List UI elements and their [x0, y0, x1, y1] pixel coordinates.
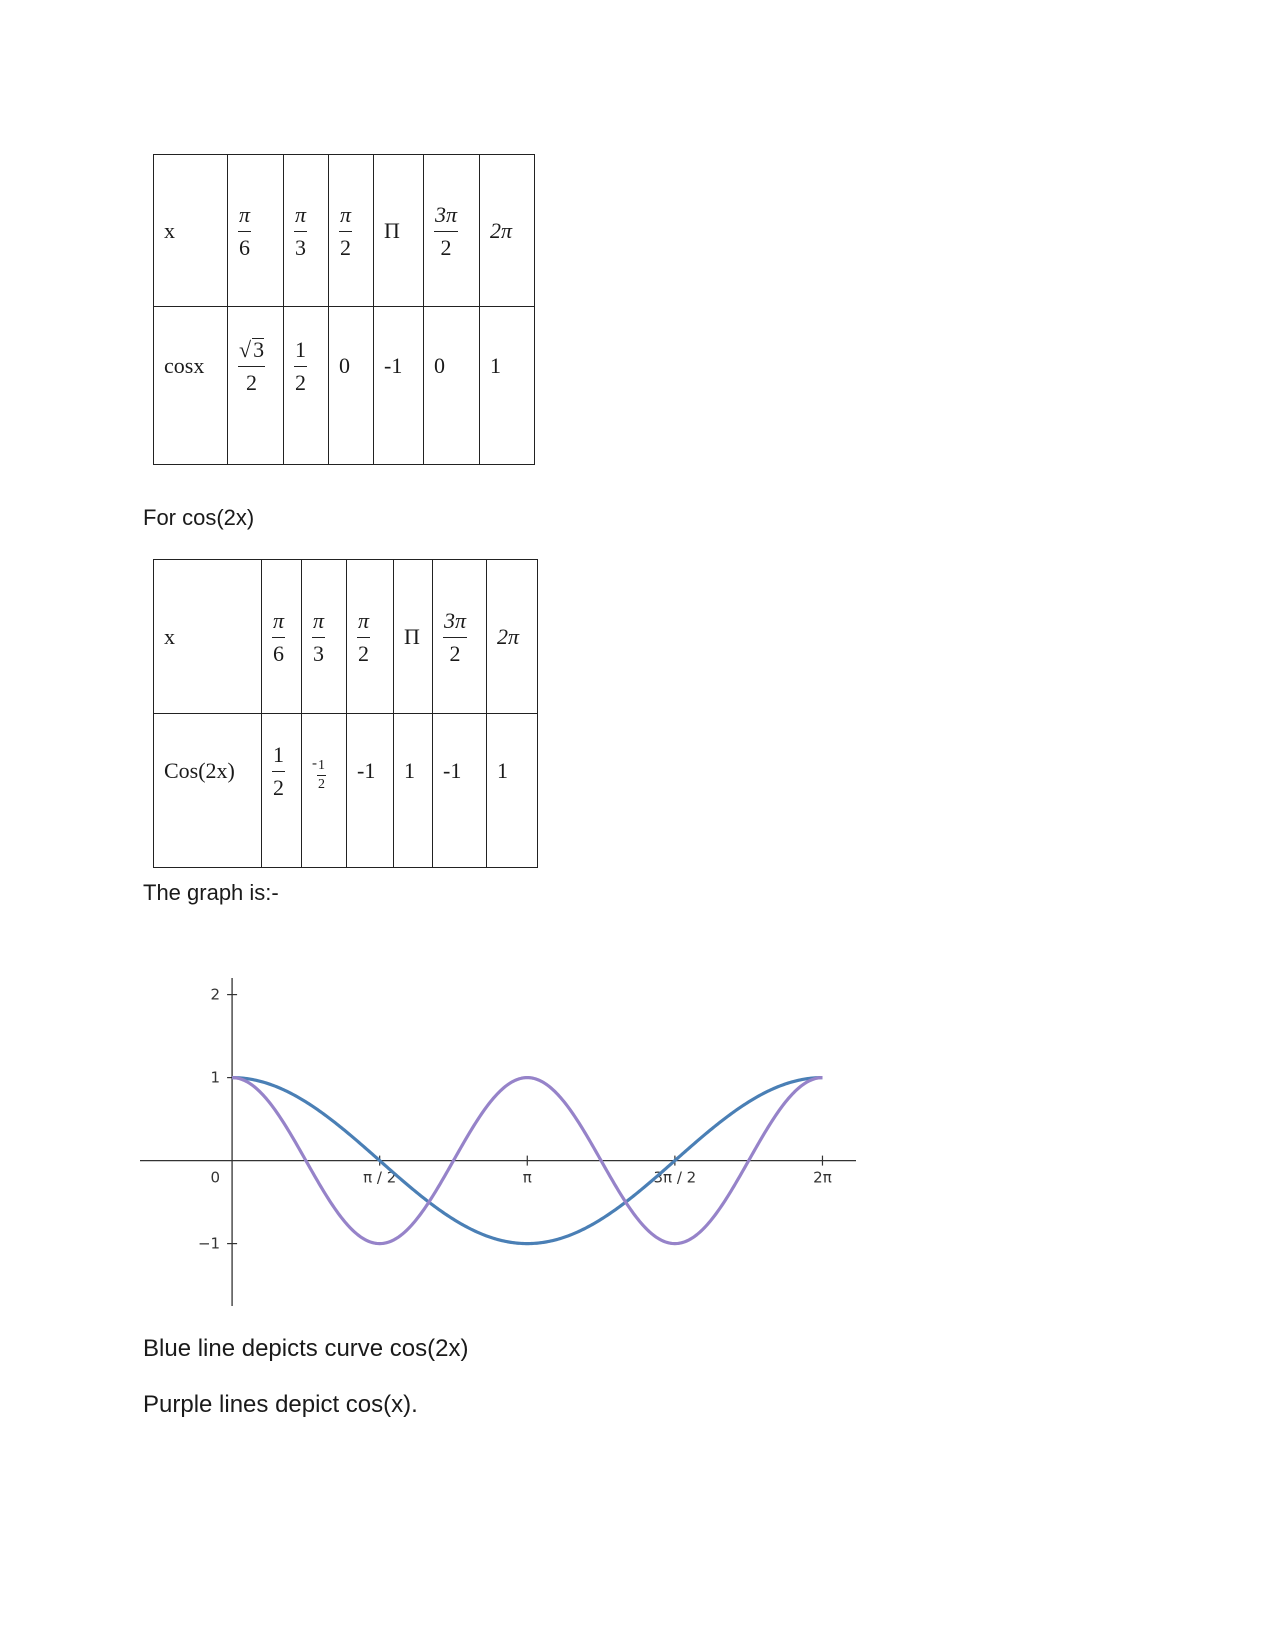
table2-x-cell	[302, 560, 347, 714]
numerator-value: π	[295, 202, 307, 227]
numerator-value: π	[340, 202, 352, 227]
cell-value: 0	[434, 352, 445, 378]
numerator-value: 1	[295, 337, 306, 362]
fraction-denominator: 6	[273, 641, 285, 666]
cell-value: 2π	[490, 217, 513, 243]
fraction	[317, 759, 326, 792]
table1-cosx-cell	[424, 307, 480, 465]
table2-cos2x-cell	[347, 714, 394, 868]
x-tick-label: 3π / 2	[653, 1168, 697, 1187]
cell-value: 1	[490, 352, 501, 378]
numerator-value: 3π	[435, 202, 458, 227]
cell-value: 0	[339, 352, 350, 378]
fraction	[434, 204, 458, 259]
fraction-denominator: 2	[358, 641, 370, 666]
fraction-numerator	[238, 338, 265, 367]
radicand: 3	[253, 337, 265, 362]
fraction-denominator: 6	[239, 235, 251, 260]
table1-x-cell	[480, 155, 535, 307]
cell-value: Π	[404, 623, 420, 649]
fraction-numerator	[294, 339, 307, 367]
fraction-denominator: 2	[273, 775, 284, 800]
table1-header-cosx: cosx	[154, 307, 228, 465]
caption-cos2x: For cos(2x)	[143, 505, 255, 530]
cell-value: -1	[357, 757, 376, 783]
cell-value: Π	[384, 217, 400, 243]
numerator-value: π	[273, 608, 285, 633]
note-blue-line: Blue line depicts curve cos(2x)	[143, 1335, 469, 1362]
numerator-value: 1	[273, 742, 284, 767]
cos2x-value-table	[153, 559, 538, 868]
table2-x-cell	[347, 560, 394, 714]
fraction	[272, 744, 285, 799]
numerator-value: π	[313, 608, 325, 633]
fraction-numerator	[312, 610, 325, 638]
fraction-denominator: 2	[440, 235, 452, 260]
minus-sign: -	[312, 755, 317, 772]
fraction-denominator: 2	[318, 777, 325, 792]
origin-label: 0	[210, 1168, 221, 1187]
table1-x-cell	[284, 155, 329, 307]
table1-cosx-cell	[228, 307, 284, 465]
table1-x-cell	[329, 155, 374, 307]
fraction	[357, 610, 370, 665]
table1-cosx-cell	[374, 307, 424, 465]
fraction	[443, 610, 467, 665]
fraction-numerator	[339, 204, 352, 232]
fraction	[312, 610, 325, 665]
table2-header-x: x	[154, 560, 262, 714]
numerator-value: 1	[318, 758, 325, 773]
table2-cos2x-cell	[394, 714, 433, 868]
table1-cosx-cell	[329, 307, 374, 465]
fraction	[238, 204, 251, 259]
table2-cos2x-cell	[487, 714, 538, 868]
table1-x-cell	[228, 155, 284, 307]
table1-header-x: x	[154, 155, 228, 307]
fraction-numerator	[294, 204, 307, 232]
fraction-denominator: 2	[246, 370, 258, 395]
fraction-numerator	[272, 744, 285, 772]
cell-value: 1	[404, 757, 415, 783]
x-tick-label: π / 2	[363, 1168, 397, 1187]
note-purple-lines: Purple lines depict cos(x).	[143, 1391, 418, 1418]
fraction-numerator	[443, 610, 467, 638]
fraction	[238, 338, 265, 394]
fraction-numerator	[317, 759, 326, 776]
fraction	[294, 339, 307, 394]
y-tick-label: 1	[210, 1068, 221, 1087]
cell-value: -1	[384, 352, 403, 378]
fraction-denominator: 3	[295, 235, 307, 260]
cell-value: -1	[443, 757, 462, 783]
fraction-numerator	[434, 204, 458, 232]
table1-x-cell	[374, 155, 424, 307]
fraction-numerator	[357, 610, 370, 638]
cell-value: 1	[497, 757, 508, 783]
radical-sign: √	[239, 337, 252, 362]
table1-cosx-cell	[480, 307, 535, 465]
table2-cos2x-cell	[262, 714, 302, 868]
table2-cos2x-cell	[302, 714, 347, 868]
fraction	[272, 610, 285, 665]
cos-curves-graph	[140, 978, 860, 1310]
fraction-denominator: 3	[313, 641, 325, 666]
table2-x-cell	[394, 560, 433, 714]
fraction-numerator	[272, 610, 285, 638]
y-tick-label: 2	[210, 985, 221, 1004]
table2-x-cell	[433, 560, 487, 714]
cosx-value-table	[153, 154, 535, 465]
numerator-value: 3π	[444, 608, 467, 633]
y-tick-label: −1	[197, 1234, 221, 1253]
numerator-value: π	[358, 608, 370, 633]
table2-cos2x-cell	[433, 714, 487, 868]
fraction	[294, 204, 307, 259]
x-tick-label: 2π	[813, 1168, 832, 1187]
table2-x-cell	[262, 560, 302, 714]
cell-value: 2π	[497, 623, 520, 649]
graph-intro: The graph is:-	[143, 880, 279, 905]
table1-cosx-cell	[284, 307, 329, 465]
fraction	[339, 204, 352, 259]
fraction-denominator: 2	[340, 235, 352, 260]
table1-x-cell	[424, 155, 480, 307]
fraction-numerator	[238, 204, 251, 232]
fraction-denominator: 2	[449, 641, 461, 666]
table2-header-cos2x: Cos(2x)	[154, 714, 262, 868]
numerator-value: π	[239, 202, 251, 227]
table2-x-cell	[487, 560, 538, 714]
fraction-denominator: 2	[295, 370, 306, 395]
x-tick-label: π	[522, 1168, 532, 1187]
